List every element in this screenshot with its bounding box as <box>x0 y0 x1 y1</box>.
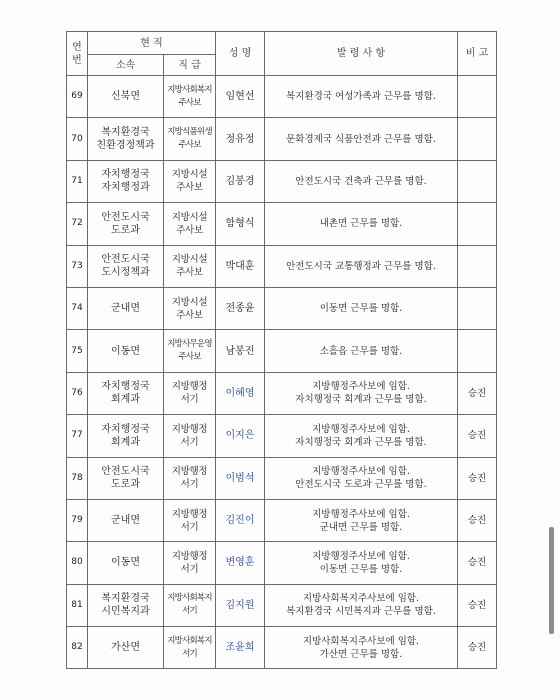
employee-name: 이지은 <box>216 415 265 457</box>
current-unit <box>88 457 164 499</box>
appointment-order-line: 이동면 근무를 명함. <box>319 563 403 575</box>
current-unit <box>88 542 164 584</box>
current-unit-line: 안전도시국 <box>101 466 150 478</box>
employee-name: 조윤희 <box>216 627 265 669</box>
current-rank <box>164 287 216 329</box>
current-rank-line: 지방행정 <box>171 550 208 562</box>
current-rank <box>164 245 216 287</box>
current-rank-line: 지방시설 <box>171 296 208 308</box>
current-rank <box>164 415 216 457</box>
table-row <box>67 415 497 457</box>
current-unit <box>88 203 164 245</box>
current-rank <box>164 542 216 584</box>
current-unit <box>88 627 164 669</box>
remark: 승진 <box>458 457 497 499</box>
current-rank-line: 서기 <box>180 394 199 406</box>
row-number: 80 <box>67 542 88 584</box>
employee-name: 김진이 <box>216 499 265 541</box>
table-body <box>67 76 497 669</box>
current-rank-line: 주사보 <box>176 224 203 236</box>
appointment-order <box>265 287 458 329</box>
current-rank <box>164 160 216 202</box>
current-rank-line: 서기 <box>180 436 199 448</box>
table-header-row <box>67 32 497 55</box>
current-rank <box>164 372 216 414</box>
current-rank-line: 서기 <box>180 479 199 491</box>
appointment-order-line: 지방행정주사보에 임함. <box>312 508 410 520</box>
header-number-line1: 연 <box>72 41 82 53</box>
row-number: 73 <box>67 245 88 287</box>
current-rank <box>164 627 216 669</box>
header-rank: 직 급 <box>164 55 216 76</box>
employee-name: 전종윤 <box>216 287 265 329</box>
current-rank-line: 지방사회복지 <box>167 635 212 646</box>
employee-name: 김봉경 <box>216 160 265 202</box>
current-unit <box>88 118 164 160</box>
appointment-order <box>265 160 458 202</box>
appointment-order-line: 지방사회복지주사보에 임함. <box>302 635 420 647</box>
current-unit-line: 군내면 <box>111 515 140 527</box>
current-unit-line: 안전도시국 <box>101 211 150 223</box>
appointment-order <box>265 330 458 372</box>
current-unit-line: 자치행정과 <box>101 182 150 194</box>
current-unit <box>88 415 164 457</box>
table-row <box>67 499 497 541</box>
appointment-order <box>265 584 458 626</box>
current-unit <box>88 160 164 202</box>
header-name: 성 명 <box>216 32 265 76</box>
row-number: 74 <box>67 287 88 329</box>
current-rank-line: 서기 <box>180 521 199 533</box>
appointment-order-line: 가산면 근무를 명함. <box>319 648 403 660</box>
current-rank <box>164 457 216 499</box>
current-unit-line: 도시정책과 <box>101 267 150 279</box>
row-number: 69 <box>67 76 88 118</box>
current-unit <box>88 330 164 372</box>
current-unit-line: 친환경정책과 <box>96 140 155 152</box>
current-unit-line: 시민복지과 <box>101 606 150 618</box>
employee-name: 정유정 <box>216 118 265 160</box>
remark: 승진 <box>458 584 497 626</box>
appointment-order-line: 지방행정주사보에 임함. <box>312 466 410 478</box>
appointment-order-line: 안전도시국 도로과 근무를 명함. <box>295 479 427 491</box>
appointment-order-line: 내촌면 근무를 명함. <box>319 218 403 230</box>
header-current-position: 현 직 <box>88 32 216 55</box>
current-unit-line: 이동면 <box>111 557 140 569</box>
current-unit-line: 도로과 <box>111 224 140 236</box>
table-row <box>67 372 497 414</box>
current-rank-line: 주사보 <box>176 267 203 279</box>
current-rank <box>164 76 216 118</box>
current-unit-line: 자치행정국 <box>101 169 150 181</box>
scrollbar-thumb[interactable] <box>549 527 554 634</box>
current-unit-line: 회계과 <box>111 394 140 406</box>
remark: 승진 <box>458 542 497 584</box>
current-rank-line: 지방행정 <box>171 466 208 478</box>
current-rank-line: 지방시설 <box>171 211 208 223</box>
table-row <box>67 245 497 287</box>
employee-name: 이범석 <box>216 457 265 499</box>
current-unit <box>88 287 164 329</box>
remark: 승진 <box>458 627 497 669</box>
table-row <box>67 76 497 118</box>
current-rank-line: 주사보 <box>178 97 201 108</box>
current-unit <box>88 499 164 541</box>
current-rank <box>164 499 216 541</box>
employee-name: 변영훈 <box>216 542 265 584</box>
row-number: 75 <box>67 330 88 372</box>
remark <box>458 160 497 202</box>
current-unit <box>88 584 164 626</box>
appointment-order <box>265 76 458 118</box>
current-rank <box>164 118 216 160</box>
current-rank-line: 서기 <box>180 563 199 575</box>
current-rank-line: 지방행정 <box>171 508 208 520</box>
current-rank-line: 서기 <box>182 606 197 617</box>
header-number-line2: 번 <box>72 54 82 66</box>
employee-name: 임현선 <box>216 76 265 118</box>
appointment-order-line: 지방행정주사보에 임함. <box>312 423 410 435</box>
remark: 승진 <box>458 415 497 457</box>
table-row <box>67 118 497 160</box>
employee-name: 함형식 <box>216 203 265 245</box>
current-rank-line: 서기 <box>182 648 197 659</box>
appointment-order <box>265 415 458 457</box>
appointment-order-line: 자치행정국 회계과 근무를 명함. <box>295 436 427 448</box>
appointment-order-line: 안전도시국 교통행정과 근무를 명함. <box>286 260 436 272</box>
current-rank-line: 주사보 <box>176 309 203 321</box>
table-row <box>67 627 497 669</box>
remark <box>458 245 497 287</box>
appointment-order-line: 이동면 근무를 명함. <box>319 303 403 315</box>
remark: 승진 <box>458 499 497 541</box>
current-rank-line: 지방사무운영 <box>167 339 212 350</box>
table-row <box>67 584 497 626</box>
header-order: 발 령 사 항 <box>265 32 458 76</box>
appointment-order-line: 안전도시국 건축과 근무를 명함. <box>295 175 427 187</box>
table-row <box>67 160 497 202</box>
row-number: 72 <box>67 203 88 245</box>
current-unit <box>88 245 164 287</box>
current-rank <box>164 584 216 626</box>
table-row <box>67 330 497 372</box>
current-unit-line: 이동면 <box>111 345 140 357</box>
row-number: 79 <box>67 499 88 541</box>
current-unit <box>88 372 164 414</box>
employee-name: 김지원 <box>216 584 265 626</box>
remark <box>458 330 497 372</box>
employee-name: 남봉진 <box>216 330 265 372</box>
table-row <box>67 203 497 245</box>
header-number <box>67 32 88 76</box>
row-number: 78 <box>67 457 88 499</box>
remark <box>458 203 497 245</box>
row-number: 77 <box>67 415 88 457</box>
employee-name: 이혜영 <box>216 372 265 414</box>
current-rank-line: 지방시설 <box>171 254 208 266</box>
table-row <box>67 287 497 329</box>
appointment-order <box>265 245 458 287</box>
current-unit-line: 안전도시국 <box>101 254 150 266</box>
current-rank-line: 지방시설 <box>171 169 208 181</box>
appointment-order-line: 군내면 근무를 명함. <box>319 521 403 533</box>
row-number: 71 <box>67 160 88 202</box>
current-unit-line: 도로과 <box>111 479 140 491</box>
current-rank-line: 지방사회복지 <box>167 84 212 95</box>
current-unit <box>88 76 164 118</box>
current-unit-line: 자치행정국 <box>101 423 150 435</box>
appointment-order-line: 지방행정주사보에 임함. <box>312 381 410 393</box>
appointment-order <box>265 499 458 541</box>
remark <box>458 76 497 118</box>
current-unit-line: 회계과 <box>111 436 140 448</box>
current-rank <box>164 330 216 372</box>
current-rank-line: 주사보 <box>176 182 203 194</box>
current-unit-line: 복지환경국 <box>101 593 150 605</box>
appointment-order-line: 복지환경국 시민복지과 근무를 명함. <box>286 606 436 618</box>
appointment-order-line: 자치행정국 회계과 근무를 명함. <box>295 394 427 406</box>
remark <box>458 118 497 160</box>
table-row <box>67 457 497 499</box>
current-unit-line: 가산면 <box>111 642 140 654</box>
personnel-order-table <box>66 31 497 669</box>
remark <box>458 287 497 329</box>
current-rank-line: 지방행정 <box>171 381 208 393</box>
current-unit-line: 복지환경국 <box>101 127 150 139</box>
appointment-order <box>265 372 458 414</box>
current-rank-line: 지방행정 <box>171 423 208 435</box>
table-row <box>67 542 497 584</box>
employee-name: 박대훈 <box>216 245 265 287</box>
appointment-order <box>265 118 458 160</box>
current-unit-line: 신북면 <box>111 91 140 103</box>
row-number: 70 <box>67 118 88 160</box>
current-unit-line: 자치행정국 <box>101 381 150 393</box>
appointment-order-line: 문화경제국 식품안전과 근무를 명함. <box>286 133 436 145</box>
remark: 승진 <box>458 372 497 414</box>
appointment-order-line: 지방행정주사보에 임함. <box>312 550 410 562</box>
current-rank-line: 주사보 <box>178 140 201 151</box>
header-note: 비 고 <box>458 32 497 76</box>
appointment-order-line: 복지환경국 여성가족과 근무를 명함. <box>286 91 436 103</box>
appointment-order <box>265 457 458 499</box>
row-number: 81 <box>67 584 88 626</box>
current-rank-line: 지방식품위생 <box>167 127 212 138</box>
current-rank <box>164 203 216 245</box>
current-rank-line: 주사보 <box>178 352 201 363</box>
appointment-order-line: 지방사회복지주사보에 임함. <box>302 593 420 605</box>
appointment-order-line: 소흘읍 근무를 명함. <box>319 345 403 357</box>
header-unit: 소속 <box>88 55 164 76</box>
appointment-order <box>265 203 458 245</box>
appointment-order <box>265 627 458 669</box>
row-number: 76 <box>67 372 88 414</box>
appointment-order <box>265 542 458 584</box>
current-unit-line: 군내면 <box>111 303 140 315</box>
current-rank-line: 지방사회복지 <box>167 593 212 604</box>
row-number: 82 <box>67 627 88 669</box>
